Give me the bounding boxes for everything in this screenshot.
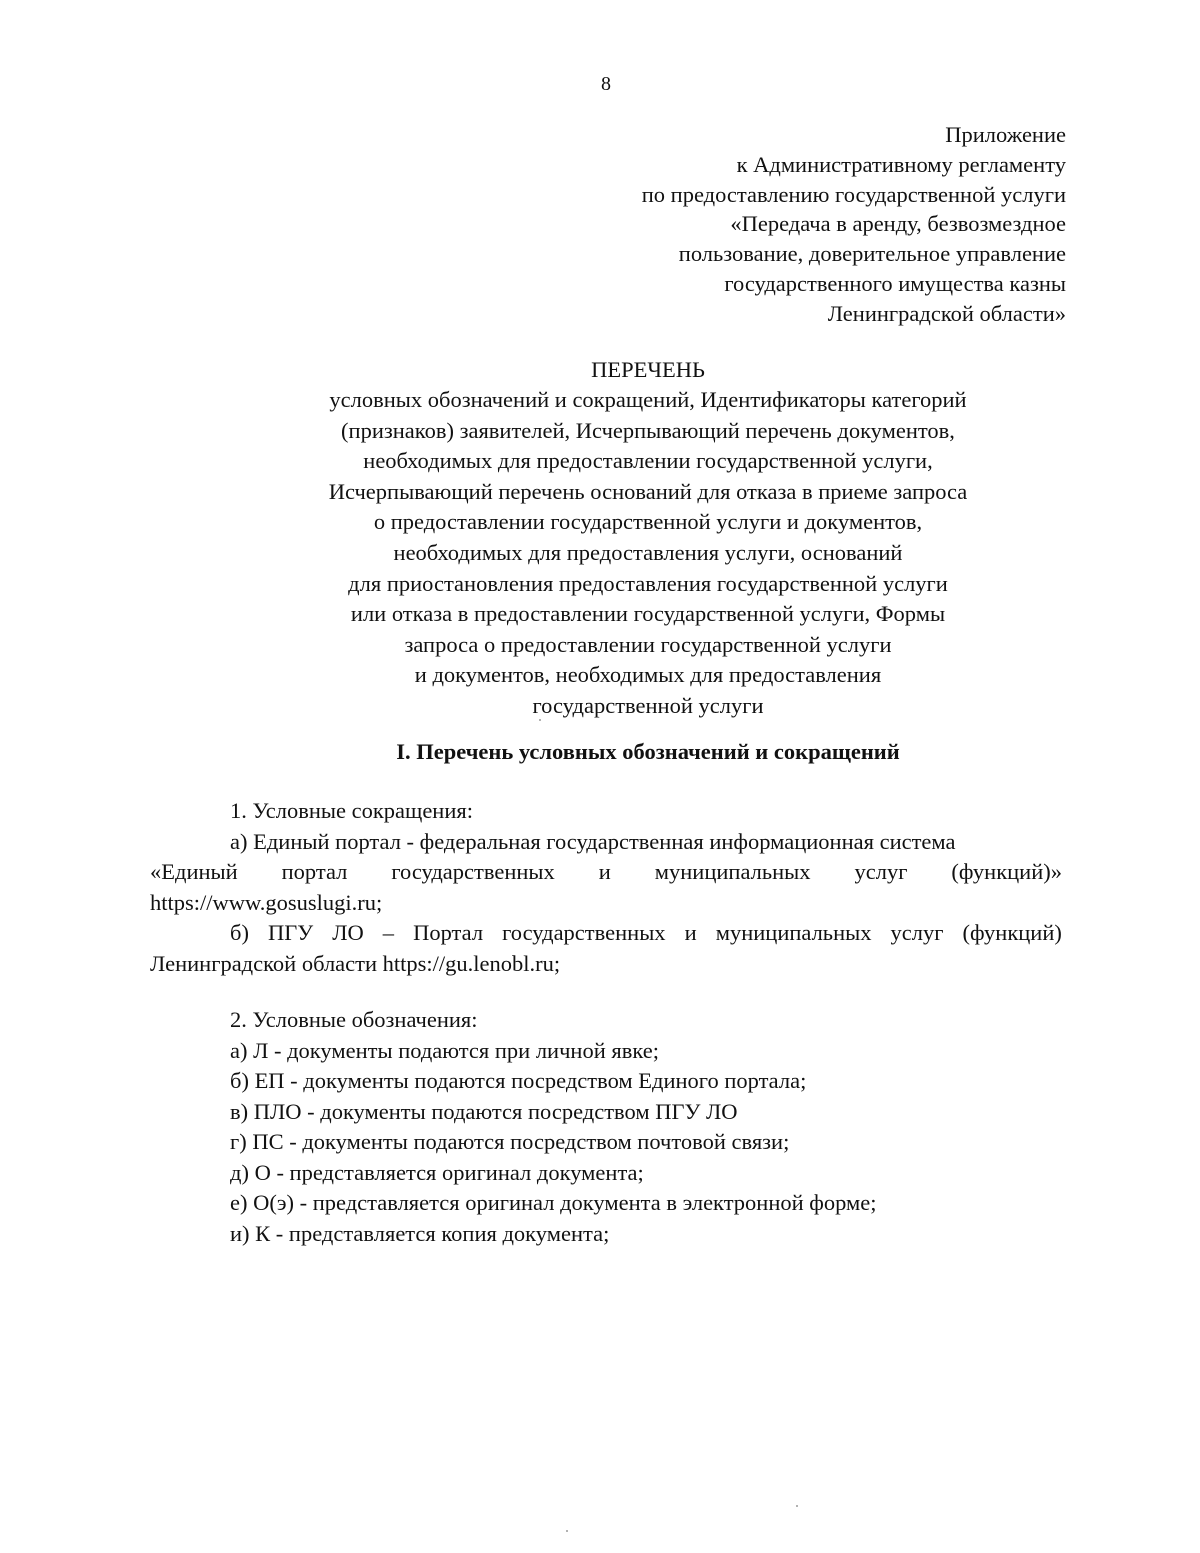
document-title: ПЕРЕЧЕНЬ [591, 357, 705, 382]
subtitle-line: запроса о предоставлении государственной услуги [404, 631, 892, 657]
designation-item: и) К - представляется копия документа; [230, 1220, 610, 1246]
word: и [598, 859, 611, 884]
word: муниципальных [654, 859, 811, 884]
scan-artifact [539, 719, 541, 721]
page-number: 8 [601, 73, 611, 95]
word: «Единый [150, 859, 238, 884]
subtitle-line: условных обозначений и сокращений, Идентификаторы категорий [329, 387, 967, 412]
designation-item: б) ЕП - документы подаются посредством Единого портала; [230, 1068, 807, 1093]
subtitle-line: для приостановления предоставления государственной услуги [348, 570, 948, 596]
appendix-line: «Передача в аренду, безвозмездное [730, 211, 1066, 237]
scan-artifact [796, 1505, 798, 1507]
word: портал [281, 859, 348, 884]
subtitle-line: необходимых для предоставлении государственной услуги, [363, 448, 933, 474]
subtitle-line: государственной услуги [532, 692, 764, 718]
gosuslugi-link[interactable]: https://www.gosuslugi.ru; [150, 889, 383, 915]
abbreviation-item-a: а) Единый портал - федеральная государственная информационная система [230, 828, 956, 854]
abbreviations-heading: 1. Условные сокращения: [230, 798, 473, 823]
abbreviations-section [150, 796, 1062, 979]
word: ЛО [332, 920, 364, 945]
designations-section [150, 1005, 1062, 1249]
appendix-line: по предоставлению государственной услуги [641, 181, 1066, 207]
subtitle-line: или отказа в предоставлении государственной услуги, Формы [350, 601, 946, 627]
word: государственных [502, 920, 666, 945]
appendix-line: пользование, доверительное управление [678, 241, 1066, 267]
word: государственных [391, 859, 555, 884]
abbreviation-item-b [150, 918, 1062, 949]
subtitle-line: Исчерпывающий перечень оснований для отказа в приеме запроса [328, 478, 968, 504]
lenobl-link[interactable]: Ленинградской области https://gu.lenobl.ru; [150, 950, 561, 976]
appendix-line: государственного имущества казны [724, 270, 1066, 296]
designations-heading: 2. Условные обозначения: [230, 1007, 478, 1032]
word: услуг [890, 920, 944, 945]
word: (функций) [962, 920, 1062, 945]
subtitle-line: и документов, необходимых для предоставления [414, 662, 882, 688]
appendix-line: Приложение [945, 122, 1066, 147]
word: Портал [413, 920, 484, 945]
abbreviation-item-a-continuation [150, 857, 1062, 888]
designation-item: а) Л - документы подаются при личной явке; [230, 1037, 659, 1063]
appendix-line: к Административному регламенту [736, 151, 1066, 177]
subtitle-line: (признаков) заявителей, Исчерпывающий перечень документов, [341, 417, 955, 443]
subtitle-line: необходимых для предоставления услуги, оснований [393, 539, 903, 565]
section-heading: I. Перечень условных обозначений и сокращений [396, 739, 900, 764]
scan-artifact [566, 1530, 568, 1532]
document-subtitle [0, 385, 1200, 722]
designation-item: г) ПС - документы подаются посредством почтовой связи; [230, 1129, 790, 1154]
word: и [684, 920, 697, 945]
word: б) [230, 920, 249, 945]
designation-item: в) ПЛО - документы подаются посредством ПГУ ЛО [230, 1098, 738, 1124]
word: – [382, 920, 395, 945]
word: муниципальных [715, 920, 872, 945]
designation-item: е) О(э) - представляется оригинал документа в электронной форме; [230, 1190, 877, 1215]
word: ПГУ [268, 920, 314, 945]
word: услуг [854, 859, 908, 884]
word: (функций)» [951, 859, 1062, 884]
appendix-line: Ленинградской области» [827, 300, 1066, 326]
subtitle-line: о предоставлении государственной услуги и документов, [373, 509, 923, 535]
designation-item: д) О - представляется оригинал документа; [230, 1159, 644, 1185]
appendix-block [642, 120, 1066, 329]
